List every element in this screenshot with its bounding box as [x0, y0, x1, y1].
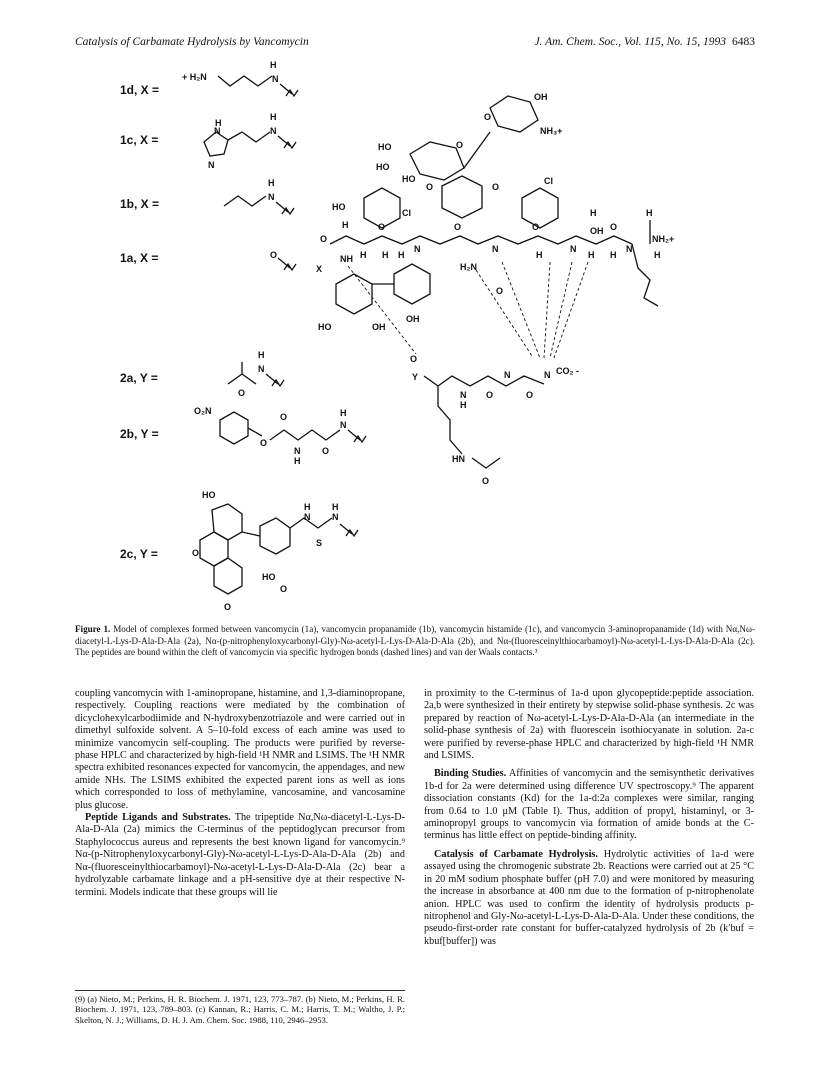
atom-n-2c-2: N [332, 512, 339, 522]
atom-h-2a: H [258, 350, 265, 360]
bond-attachment-2a [266, 374, 284, 386]
hbond-3 [502, 262, 540, 358]
caption-text: Model of complexes formed between vancomycin (1a), vancomycin propanamide (1b), vancomycin histamide (1c), and vancomycin 3-aminopropanamide (1d) with Nα,Nω-diacetyl-L-Lys-D-Ala-D-Ala (2a), Nα-(p-nitrophenyloxycarbonyl-Gly)-Nω-acetyl-L-Lys-D-Ala-D-Ala (2b), and Nα-(fluoresceinylthiocarbamoyl)-Nω-acetyl-L-Lys-D-Ala-D-Ala (2c). The peptides are bound within the cleft of vancomycin via specific hydrogen bonds (dashed lines) and van der Waals contacts.³ [75, 624, 755, 658]
atom-n-bb-2: N [492, 244, 499, 254]
atom-ho-resorcinol: HO [318, 322, 332, 332]
bond-acetyl-2a [228, 374, 256, 384]
atom-h-2b-2: H [340, 408, 347, 418]
figure-caption [75, 624, 755, 659]
atom-oh-sugar: OH [534, 92, 548, 102]
bond-glycosidic [464, 132, 490, 168]
bond-attachment-2b [348, 430, 366, 442]
atom-h-imidazole: H [215, 118, 222, 128]
atom-h-bb-5: H [588, 250, 595, 260]
label-1b: 1b, X = [120, 197, 160, 211]
atom-h-bb-1: H [360, 250, 367, 260]
ring-xanthene-bottom [214, 558, 242, 594]
atom-o-lysine-acetyl: O [482, 476, 490, 486]
hbond-1 [348, 266, 416, 354]
atom-h2n-plus: + H₂N [182, 72, 207, 82]
atom-nh2-plus: NH₂+ [652, 234, 675, 244]
atom-n-bb-4: N [626, 244, 633, 254]
chemical-structures-svg [120, 58, 760, 618]
atom-h-bb-6: H [610, 250, 617, 260]
ring-benzoic [260, 518, 290, 554]
bond-heptapeptide-backbone [330, 236, 632, 244]
body-paragraph-right-1: in proximity to the C-terminus of 1a-d upon glycopeptide:peptide association. 2a,b were synthesized in their entirety by stepwise solid-phase synthesis. 2c was prepared by reaction of Nω-acetyl-L-Lys-D-Ala-D-Ala (an intermediate in the solid-phase synthesis of 2a) with fluorescein isothiocyanate in solution. 2a-c were purified by reverse-phase HPLC and characterized by high-field ¹H NMR and LSIMS. [424, 688, 754, 762]
atom-cl-1: Cl [402, 208, 411, 218]
atom-hn-lysine: HN [452, 454, 465, 464]
atom-n-imidazole-2: N [208, 160, 215, 170]
atom-o-1a: O [270, 250, 278, 260]
label-2c: 2c, Y = [120, 547, 158, 561]
atom-o-bb-4: O [532, 222, 540, 232]
atom-n-2a: N [258, 364, 265, 374]
hbond-2 [476, 270, 532, 356]
atom-o-ether-2b: O [260, 438, 268, 448]
atom-h-backbone-2: H [590, 208, 597, 218]
atom-oh-resorcinol: OH [372, 322, 386, 332]
running-header [75, 36, 755, 52]
label-2b: 2b, Y = [120, 427, 159, 441]
atom-co2-minus: CO₂ - [556, 366, 579, 376]
atom-o-peptide-3: O [526, 390, 534, 400]
atom-s-2c: S [316, 538, 323, 548]
atom-h-bb-2: H [382, 250, 389, 260]
bond-ester-2b [248, 428, 262, 436]
atom-h2n-asn: H₂N [460, 262, 477, 272]
body-column-left [75, 688, 405, 899]
atom-h-1c: H [270, 112, 277, 122]
footnote-text: (9) (a) Nieto, M.; Perkins, H. R. Biochem. J. 1971, 123, 773–787. (b) Nieto, M.; Perkins, H. R. Biochem. J. 1971, 123, 789–803. (c) Kannan, R.; Harris, C. M.; Harris, T. M.; Waltho, J. P.; Skelton, N. J.; Williams, D. H. J. Am. Chem. Soc. 1988, 110, 2946–2953. [75, 994, 405, 1025]
label-1c: 1c, X = [120, 133, 159, 147]
body-paragraph-right-3 [424, 849, 754, 948]
bond-thiourea-2c [290, 518, 332, 528]
atom-n-peptide-2: N [504, 370, 511, 380]
atom-o-bb-3: O [454, 222, 462, 232]
bond-peptide-backbone [424, 376, 544, 386]
ring-xanthene-top [212, 504, 242, 540]
atom-n-1b: N [268, 192, 275, 202]
label-1d: 1d, X = [120, 83, 160, 97]
bond-lysine-acetyl [472, 458, 500, 468]
atom-y-placeholder: Y [412, 372, 419, 382]
atom-nh3-plus: NH₃+ [540, 126, 563, 136]
atom-o-sugar-ring: O [484, 112, 492, 122]
run-in-heading-peptide-ligands: Peptide Ligands and Substrates. [85, 812, 231, 824]
atom-h-backbone-1: H [342, 220, 349, 230]
atom-n-peptide-3: N [544, 370, 551, 380]
atom-oh-backbone: OH [590, 226, 604, 236]
journal-reference [534, 36, 755, 48]
label-2a: 2a, Y = [120, 371, 158, 385]
atom-o-peptide-2: O [486, 390, 494, 400]
hbond-6 [554, 262, 588, 358]
atom-h-bb-4: H [536, 250, 543, 260]
body-paragraph-right-2 [424, 768, 754, 842]
bond-attachment-2c [340, 524, 358, 536]
atom-x-placeholder: X [316, 264, 323, 274]
atom-h-2c-2: H [332, 502, 339, 512]
bond-chain-2b [270, 430, 340, 440]
bond-attachment-1c [278, 136, 296, 148]
atom-h-leu: H [654, 250, 661, 260]
bond-ethyl-1c [228, 132, 270, 142]
body-column-right [424, 688, 754, 948]
atom-o-xanthene: O [192, 548, 200, 558]
ring-vancosamine [490, 96, 538, 132]
atom-h-bb-3: H [398, 250, 405, 260]
body-paragraph-left-2 [75, 812, 405, 899]
atom-ho-glucose-2: HO [376, 162, 390, 172]
atom-nh-bb: NH [340, 254, 353, 264]
body-text-binding-studies: Affinities of vancomycin and the semisynthetic derivatives 1b-d for 2a were determined using difference UV spectroscopy.⁹ The apparent dissociation constants (Kd) for the 1a-d:2a complexes were similar, ranging from 0.64 to 1.0 μM (Table I). Thus, addition of propyl, histaminyl, or 3-aminopropyl groups to vancomycin via formation of amide bonds at the C-terminus has little effect on peptide-binding affinity. [424, 768, 754, 842]
atom-o-peptide-1: O [410, 354, 418, 364]
atom-h-nmethyl: H [646, 208, 653, 218]
atom-cl-2: Cl [544, 176, 553, 186]
footnote-9 [75, 990, 405, 1025]
atom-n-2b-2: N [340, 420, 347, 430]
figure-1-structure-diagram [120, 58, 760, 618]
page-number: 6483 [732, 36, 755, 48]
atom-o-ether-1: O [426, 182, 434, 192]
body-text-peptide-ligands: The tripeptide Nα,Nω-diacetyl-L-Lys-D-Ala-D-Ala (2a) mimics the C-terminus of the peptidoglycan precursor from Staphylococcus aureus and represents the best known ligand for vancomycin.⁹ Nα-(p-Nitrophenyloxycarbonyl-Gly)-Nω-acetyl-L-Lys-D-Ala-D-Ala (2b) and Nα-(fluoresceinylthiocarbamoyl)-Nω-acetyl-L-Lys-D-Ala-D-Ala (2c) bear a hydrolyzable carbamate linkage and a pH-sensitive dye at their respective N-termini. Models indicate that these groups will lie [75, 812, 405, 898]
body-paragraph-left-1: coupling vancomycin with 1-aminopropane, histamine, and 1,3-diaminopropane, respectively. Coupling reactions were mediated by the combination of dicyclohexylcarbodiimide and N-hydroxybenzotriazole and were carried out in dimethyl sulfoxide solvent. A 5–10-fold excess of each amine was used to minimize vancomycin self-coupling. The products were purified by reverse-phase HPLC and characterized by high-field ¹H NMR and LSIMS. The ¹H NMR spectra exhibited resonances expected for vancomycin, the appendages, and new amide NHs. The LSIMS exhibited the expected parent ions as well as ions which corresponded to loss of methylamine, vancosamine, and vancosamine plus glucose. [75, 688, 405, 811]
atom-oh-aryl-d: OH [406, 314, 420, 324]
atom-n-2b-1: N [294, 446, 301, 456]
atom-n-peptide-1: N [460, 390, 467, 400]
caption-label: Figure 1. [75, 624, 111, 634]
bond-aryl-link-2c [242, 532, 260, 536]
ring-aryl-b [442, 176, 482, 218]
bond-attachment-1d [280, 84, 298, 96]
atom-n-1d: N [272, 74, 279, 84]
atom-n-1c: N [270, 126, 277, 136]
atom-o-bb-5: O [610, 222, 618, 232]
run-in-heading-binding-studies: Binding Studies. [434, 768, 507, 780]
atom-o-acid-2c: O [280, 584, 288, 594]
bond-propyl-chain [218, 76, 272, 86]
ring-aryl-c [522, 188, 558, 228]
label-1a: 1a, X = [120, 251, 159, 265]
atom-n-bb-1: N [414, 244, 421, 254]
atom-n-bb-3: N [570, 244, 577, 254]
atom-ho-glucose-3: HO [402, 174, 416, 184]
bond-propyl-1b [224, 196, 266, 206]
atom-o-bb-1: O [320, 234, 328, 244]
ring-resorcinol [336, 274, 372, 314]
atom-h-peptide-1: H [460, 400, 467, 410]
atom-o-keto-2c: O [224, 602, 232, 612]
run-in-heading-catalysis: Catalysis of Carbamate Hydrolysis. [434, 848, 598, 860]
atom-o-carbonyl-2b: O [280, 412, 288, 422]
atom-o-bb-2: O [378, 222, 386, 232]
bond-lysine-sidechain [438, 386, 462, 454]
atom-n-2c-1: N [304, 512, 311, 522]
running-title: Catalysis of Carbamate Hydrolysis by Vancomycin [75, 36, 309, 48]
hbond-4 [544, 262, 550, 358]
journal-citation: J. Am. Chem. Soc., Vol. 115, No. 15, 1993 [534, 36, 726, 48]
ring-aryl-d [394, 264, 430, 304]
atom-ho-2c: HO [202, 490, 216, 500]
body-text-catalysis: Hydrolytic activities of 1a-d were assayed using the chromogenic substrate 2b. Reactions were carried out at 25 °C in 20 mM sodium phosphate buffer (pH 7.0) and were monitored by measuring the increase in absorbance at 400 nm due to the formation of p-nitrophenolate anion. HPLC was used to confirm the identity of hydrolysis products p-nitrophenol and Gly-Nω-acetyl-L-Lys-D-Ala-D-Ala. Under these conditions, the pseudo-first-order rate constant for buffer-catalyzed hydrolysis of 2b (k′buf = kbuf[buffer]) was [424, 848, 754, 947]
atom-o-ether-2: O [492, 182, 500, 192]
bond-attachment-1b [276, 202, 294, 214]
atom-h-1b: H [268, 178, 275, 188]
atom-ho-backbone: HO [332, 202, 346, 212]
atom-ho-glucose-1: HO [378, 142, 392, 152]
atom-h-1d: H [270, 60, 277, 70]
atom-o-asn: O [496, 286, 504, 296]
atom-o-2b-2: O [322, 446, 330, 456]
atom-o-glucose: O [456, 140, 464, 150]
atom-ho-acid-2c: HO [262, 572, 276, 582]
atom-n-imidazole-1: N [214, 126, 221, 136]
atom-h-2b-1: H [294, 456, 301, 466]
hbond-5 [550, 262, 572, 358]
atom-o-2a: O [238, 388, 246, 398]
bond-attachment-1a [278, 258, 296, 270]
ring-nitrophenyl [220, 412, 248, 444]
atom-h-2c-1: H [304, 502, 311, 512]
atom-o2n: O₂N [194, 406, 212, 416]
